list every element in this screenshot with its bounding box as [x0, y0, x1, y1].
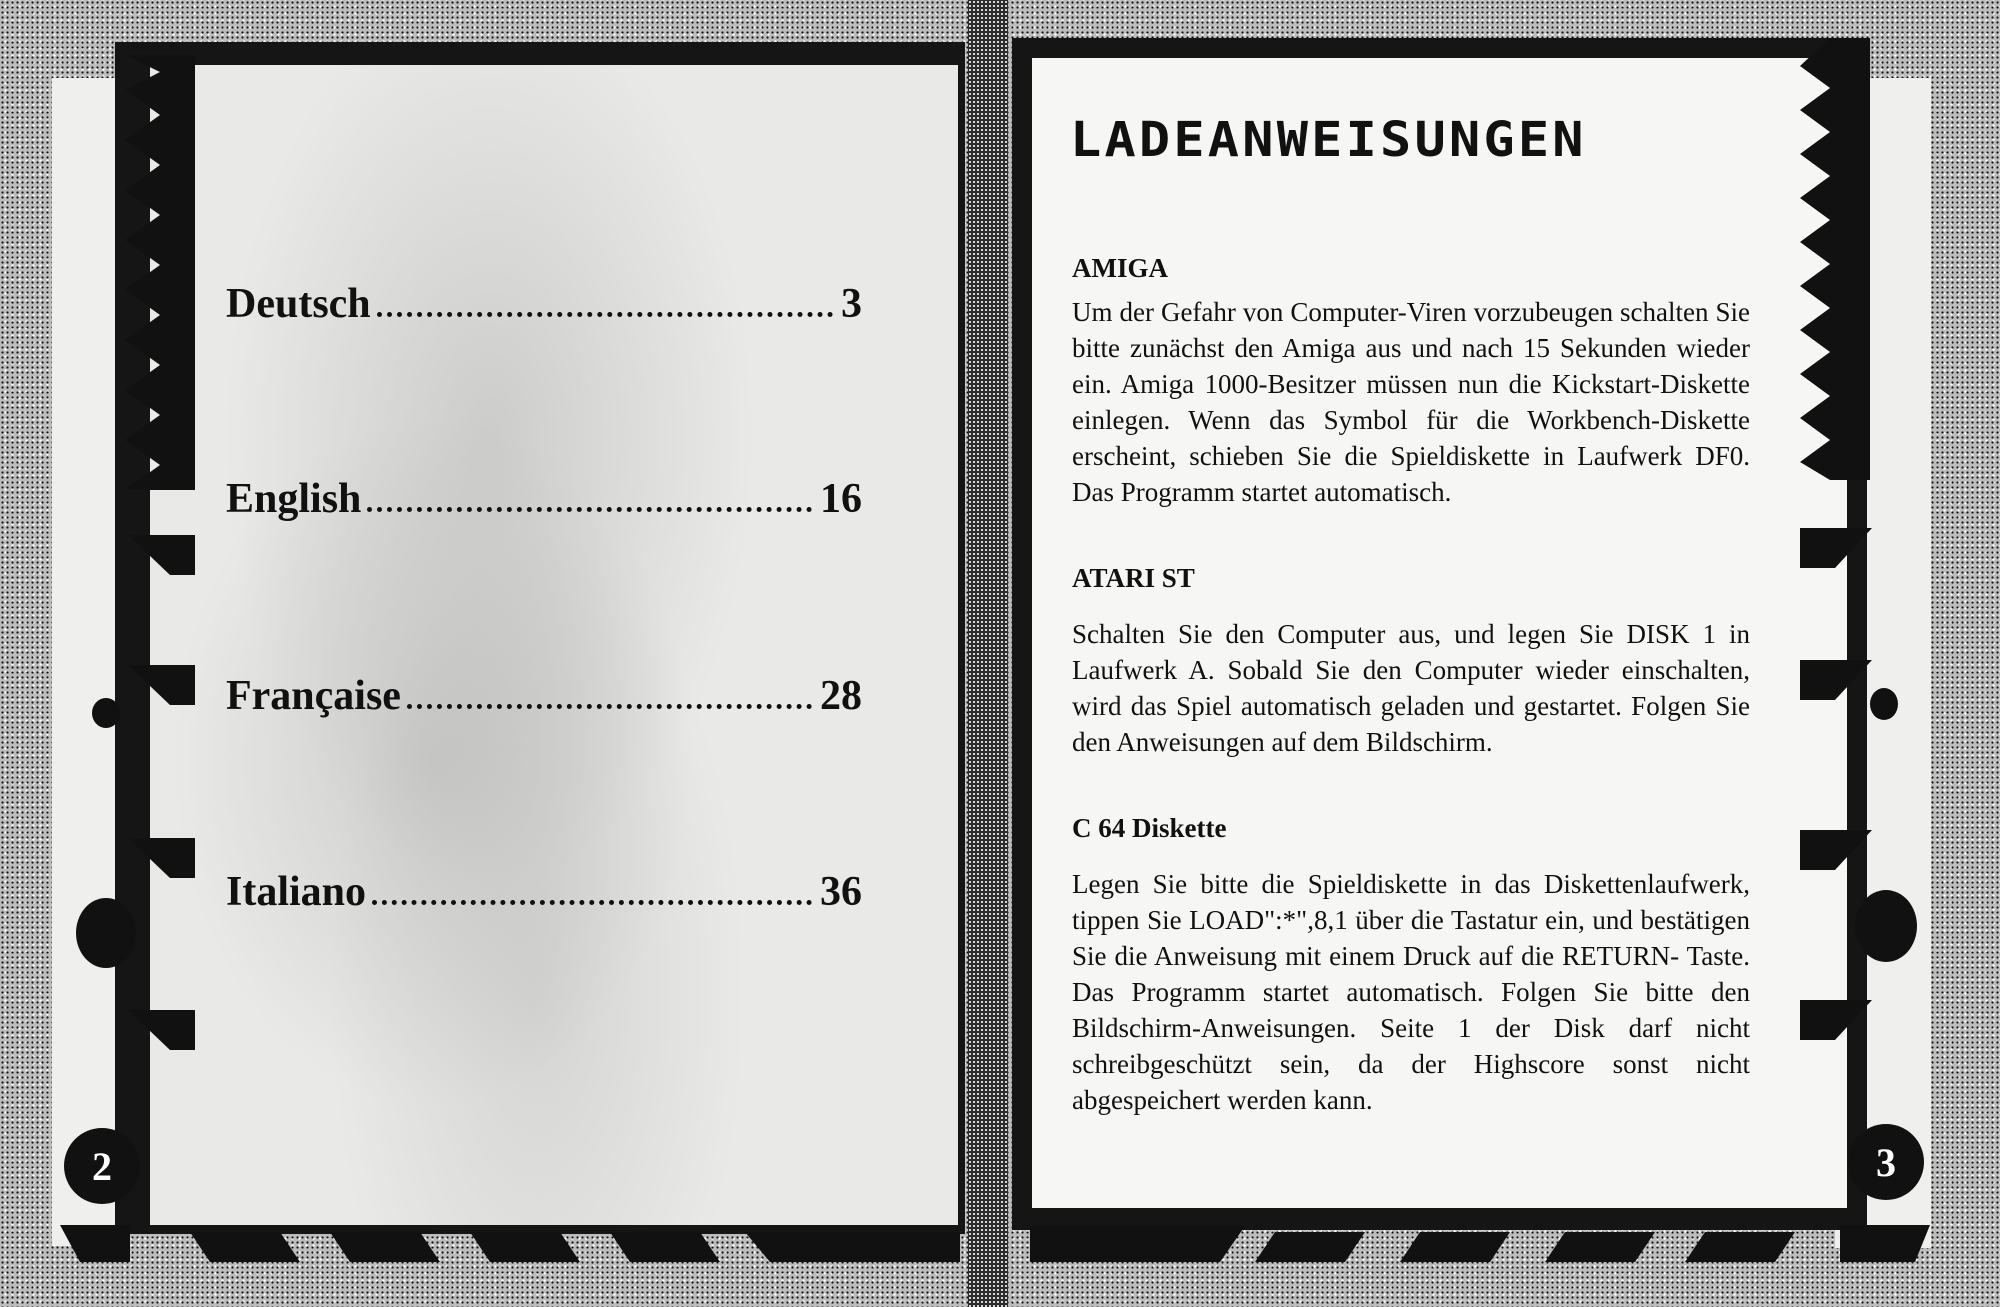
page-title: LADEANWEISUNGEN [1070, 112, 1587, 168]
left-wedge-2 [128, 665, 195, 705]
right-wedge-1 [1800, 528, 1872, 568]
right-wedge-4 [1800, 1000, 1872, 1040]
toc-title: Italiano [226, 869, 367, 915]
section-atari-st [1072, 560, 1750, 760]
left-small-dot [92, 698, 120, 728]
page-number-left: 2 [64, 1128, 140, 1204]
bottom-left-stripes [190, 1232, 960, 1262]
right-large-dot [1855, 890, 1917, 962]
section-body: Legen Sie bitte die Spieldiskette in das Diskettenlaufwerk, tippen Sie LOAD":*",8,1 über die Tastatur ein, und bestätigen Sie die Anweisung mit einem Druck auf die RETURN- Taste. Das Programm startet automatisch. Folgen Sie bitte den Bildschirm-Anweisungen. Seite 1 der Disk darf nicht schreibgeschützt sein, da der Highscore sonst nicht abgespeichert werden kann. [1072, 869, 1750, 1115]
toc-page-number: 28 [820, 673, 862, 719]
bottom-left-corner-block [60, 1225, 130, 1262]
toc-leader-dots [377, 312, 833, 317]
section-body: Um der Gefahr von Computer-Viren vorzubeugen schalten Sie bitte zunächst den Amiga aus und nach 15 Sekunden wieder ein. Amiga 1000-Besitzer müssen nun die Kickstart-Diskette einlegen. Wenn das Symbol für die Workbench-Diskette erscheint, schieben Sie die Spieldiskette in Laufwerk DF0. Das Programm startet automatisch. [1072, 297, 1750, 507]
section-c64-diskette [1072, 810, 1750, 1118]
toc-entry-english [226, 475, 862, 535]
toc-entry-deutsch [226, 280, 862, 340]
toc-entry-francaise [226, 672, 862, 732]
toc-page-number: 16 [820, 476, 862, 522]
right-wedge-3 [1800, 830, 1872, 870]
section-body: Schalten Sie den Computer aus, und legen Sie DISK 1 in Laufwerk A. Sobald Sie den Computer wieder einschalten, wird das Spiel automatisch geladen und gestartet. Folgen Sie den Anweisungen auf dem Bildschirm. [1072, 619, 1750, 757]
section-title: ATARI ST [1072, 563, 1195, 593]
toc-title: Française [226, 673, 401, 719]
bottom-right-stripes [1030, 1226, 1795, 1262]
toc-leader-dots [372, 900, 812, 905]
toc-title: Deutsch [226, 281, 371, 327]
left-wedge-4 [128, 1010, 195, 1050]
bottom-right-corner-block [1840, 1225, 1930, 1262]
toc-leader-dots [407, 704, 812, 709]
section-title: AMIGA [1072, 253, 1168, 283]
left-wedge-1 [128, 535, 195, 575]
page-number-right: 3 [1848, 1124, 1924, 1200]
left-zigzag-decoration [125, 55, 195, 490]
toc-page-number: 36 [820, 869, 862, 915]
left-wedge-3 [128, 838, 195, 878]
right-wedge-2 [1800, 660, 1872, 700]
left-large-dot [76, 898, 136, 968]
toc-title: English [226, 476, 362, 522]
right-small-dot [1870, 688, 1898, 720]
toc-leader-dots [367, 507, 812, 512]
section-amiga [1072, 250, 1750, 510]
right-zigzag-decoration [1800, 38, 1870, 480]
toc-page-number: 3 [841, 281, 862, 327]
section-title: C 64 Diskette [1072, 813, 1227, 843]
toc-entry-italiano [226, 868, 862, 928]
